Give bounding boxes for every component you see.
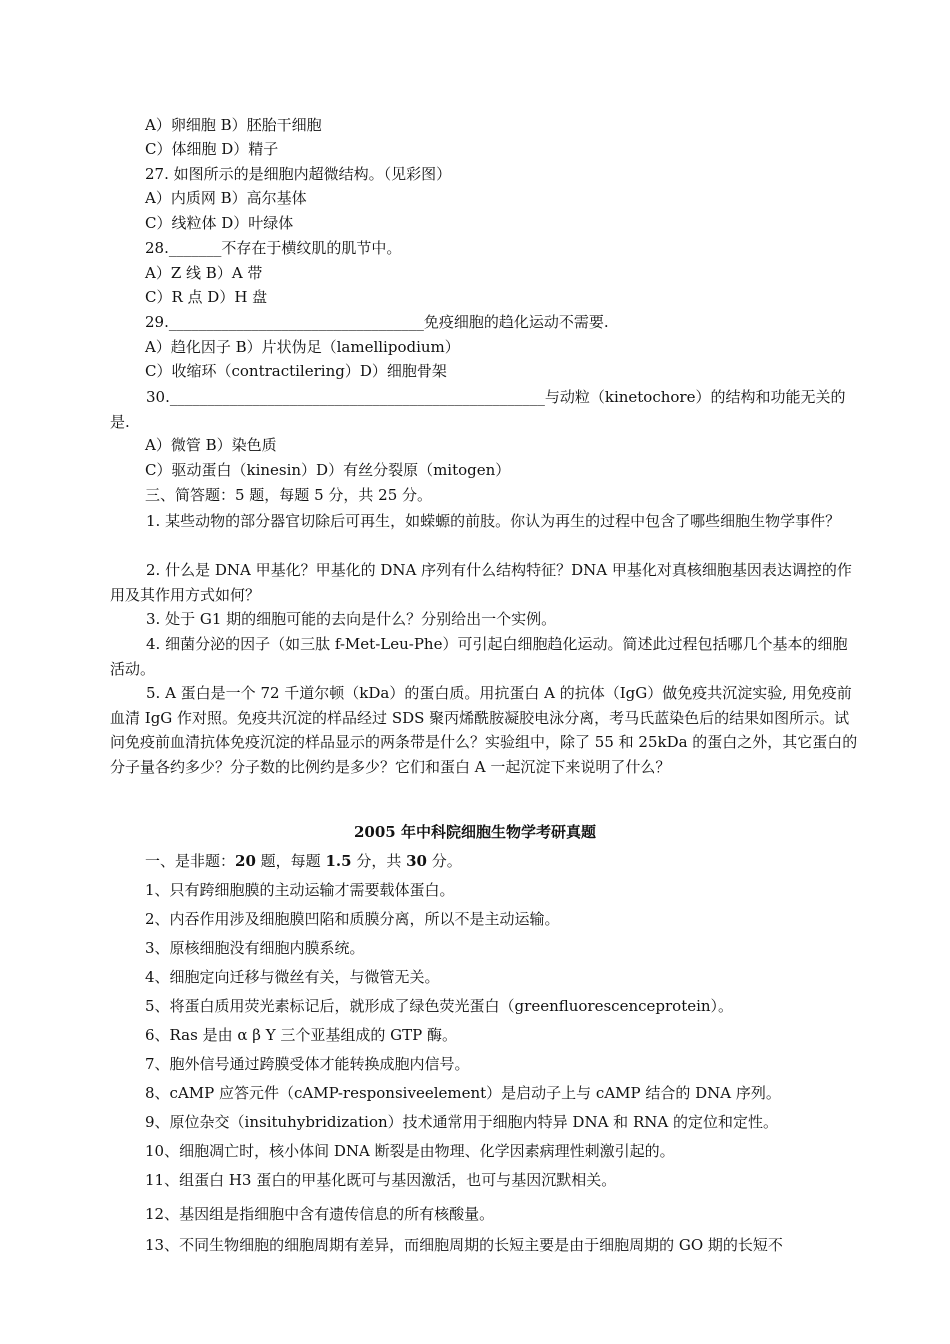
true-false-item-3: 3、原核细胞没有细胞内膜系统。 (145, 939, 365, 957)
q27-stem: 27. 如图所示的是细胞内超微结构。（见彩图） (145, 165, 452, 183)
true-false-heading: 一、是非题：20 题，每题 1.5 分，共 30 分。 (145, 852, 462, 870)
short-answer-q4: 4. 细菌分泌的因子（如三肽 f-Met-Leu-Phe）可引起白细胞趋化运动。简述此过程包括哪几个基本的细胞活动。 (110, 635, 848, 678)
true-false-item-11: 11、组蛋白 H3 蛋白的甲基化既可与基因激活，也可与基因沉默相关。 (145, 1171, 617, 1189)
q29-options-c: C）收缩环（contractilering）D）细胞骨架 (145, 362, 447, 380)
q27-options-c: C）线粒体 D）叶绿体 (145, 214, 294, 232)
q26-options-c: C）体细胞 D）精子 (145, 140, 279, 158)
q28-options-a: A）Z 线 B）A 带 (145, 264, 263, 282)
q30-options-c: C）驱动蛋白（kinesin）D）有丝分裂原（mitogen） (145, 461, 511, 479)
true-false-item-1: 1、只有跨细胞膜的主动运输才需要载体蛋白。 (145, 881, 455, 899)
q29-options-a: A）趋化因子 B）片状伪足（lamellipodium） (145, 338, 460, 356)
true-false-item-7: 7、胞外信号通过跨膜受体才能转换成胞内信号。 (145, 1055, 470, 1073)
q30-options-a: A）微管 B）染色质 (145, 436, 277, 454)
q29-stem: 29.__________________________________免疫细胞的趋化运动不需要. (145, 313, 609, 331)
true-false-item-9: 9、原位杂交（insituhybridization）技术通常用于细胞内特异 DNA 和 RNA 的定位和定性。 (145, 1113, 778, 1131)
q26-options-a: A）卵细胞 B）胚胎干细胞 (145, 116, 322, 134)
exam-2005-title: 2005 年中科院细胞生物学考研真题 (354, 823, 596, 841)
true-false-item-5: 5、将蛋白质用荧光素标记后，就形成了绿色荧光蛋白（greenfluorescenceprotein）。 (145, 997, 734, 1015)
short-answer-q2: 2. 什么是 DNA 甲基化？甲基化的 DNA 序列有什么结构特征？DNA 甲基化对真核细胞基因表达调控的作用及其作用方式如何？ (110, 561, 852, 604)
true-false-item-12: 12、基因组是指细胞中含有遗传信息的所有核酸量。 (145, 1205, 495, 1223)
true-false-item-13: 13、不同生物细胞的细胞周期有差异，而细胞周期的长短主要是由于细胞周期的 GO 期的长短不 (145, 1236, 783, 1254)
true-false-item-6: 6、Ras 是由 α β Y 三个亚基组成的 GTP 酶。 (145, 1026, 457, 1044)
true-false-item-2: 2、内吞作用涉及细胞膜凹陷和质膜分离，所以不是主动运输。 (145, 910, 560, 928)
true-false-item-4: 4、细胞定向迁移与微丝有关，与微管无关。 (145, 968, 440, 986)
short-answer-q5: 5. A 蛋白是一个 72 千道尔顿（kDa）的蛋白质。用抗蛋白 A 的抗体（IgG）做免疫共沉淀实验, 用免疫前血清 IgG 作对照。免疫共沉淀的样品经过 SDS 聚丙烯酰胺凝胶电泳分离，考马氏蓝染色后的结果如图所示。试问免疫前血清抗体免疫沉淀的样品显示的两条带是什么？实验组中，除了 55 和 25kDa 的蛋白之外，其它蛋白的分子量各约多少？分子数的比例约是多少？它们和蛋白 A 一起沉淀下来说明了什么？ (110, 684, 858, 776)
true-false-item-8: 8、cAMP 应答元件（cAMP-responsiveelement）是启动子上与 cAMP 结合的 DNA 序列。 (145, 1084, 781, 1102)
section3-heading: 三、简答题：5 题，每题 5 分，共 25 分。 (145, 486, 433, 504)
q28-stem: 28._______不存在于横纹肌的肌节中。 (145, 239, 402, 257)
q28-options-c: C）R 点 D）H 盘 (145, 288, 268, 306)
q30-stem: 30.__________________________________________________与动粒（kinetochore）的结构和功能无关的是. (110, 388, 846, 431)
short-answer-q3: 3. 处于 G1 期的细胞可能的去向是什么？分别给出一个实例。 (146, 610, 557, 628)
short-answer-q1: 1. 某些动物的部分器官切除后可再生，如蝾螈的前肢。你认为再生的过程中包含了哪些细胞生物学事件？ (146, 512, 841, 530)
true-false-item-10: 10、细胞凋亡时，核小体间 DNA 断裂是由物理、化学因素病理性刺激引起的。 (145, 1142, 675, 1160)
q27-options-a: A）内质网 B）高尔基体 (145, 189, 307, 207)
